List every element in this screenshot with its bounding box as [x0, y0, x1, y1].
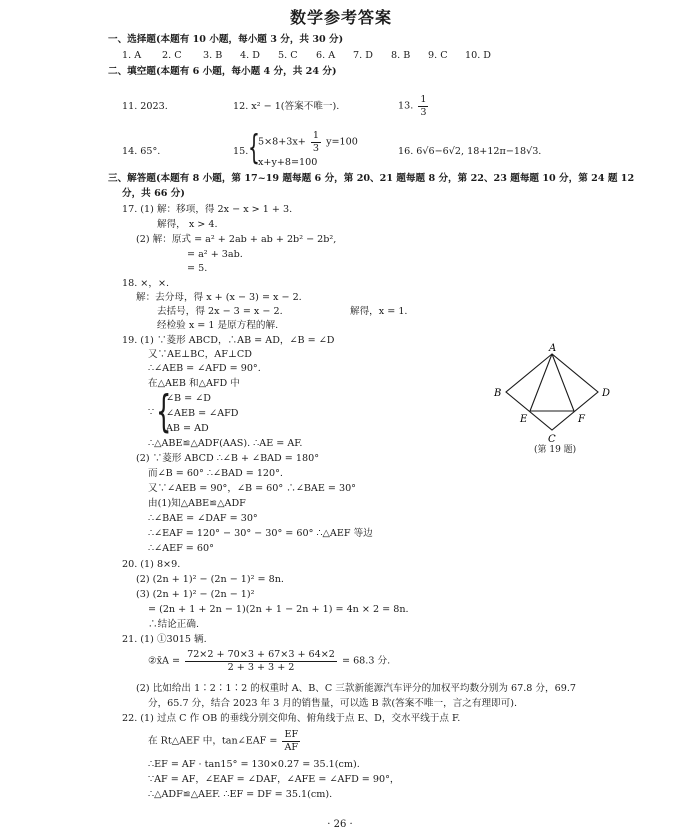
fraction-numerator: EF — [284, 729, 299, 740]
fill-answer-12: 12. x² − 1(答案不唯一). — [233, 101, 340, 112]
choice-answer: 10. D — [465, 50, 491, 61]
fraction — [418, 95, 428, 117]
q17-line: 17. (1) 解：移项，得 2x − x > 1 + 3. — [122, 204, 293, 215]
eq1-prefix: 5×8+3x+ — [258, 136, 306, 148]
q19-line: ∴∠EAF = 120° − 30° − 30° = 60° ∴△AEF 等边 — [148, 528, 373, 539]
q17-line: = 5. — [187, 263, 208, 274]
q19-line: (2) ∵菱形 ABCD ∴∠B + ∠BAD = 180° — [136, 453, 319, 464]
fraction-denominator: 3 — [420, 106, 427, 118]
q19-line: 而∠B = 60° ∴∠BAD = 120°. — [148, 468, 283, 479]
point-label-e: E — [520, 414, 528, 425]
fraction — [311, 131, 321, 153]
q20-line: (3) (2n + 1)² − (2n − 1)² — [136, 589, 255, 600]
section-3-heading-cont: 分，共 66 分) — [122, 188, 185, 199]
fill-answer-13-label: 13. — [398, 100, 414, 112]
q19-line: 又∵AE⊥BC，AF⊥CD — [148, 349, 252, 360]
q19-line: 由(1)知△ABE≌△ADF — [148, 498, 246, 509]
eq1-suffix: y=100 — [326, 136, 358, 148]
page-title: 数学参考答案 — [290, 8, 393, 27]
point-label-b: B — [494, 388, 502, 399]
q18-line: 解得，x = 1. — [350, 306, 408, 317]
q22-line: ∴△ADF≌△AEF. ∴EF = DF = 35.1(cm). — [148, 789, 333, 800]
q20-line: 20. (1) 8×9. — [122, 559, 181, 570]
fill-answer-15-label: 15. — [233, 146, 249, 157]
fill-answer-14: 14. 65°. — [122, 146, 161, 157]
section-1-heading: 一、选择题(本题有 10 小题，每小题 3 分，共 30 分) — [108, 34, 344, 45]
choice-answer: 2. C — [162, 50, 182, 61]
choice-answer: 9. C — [428, 50, 448, 61]
q18-line: 18. ×，×. — [122, 278, 170, 289]
fraction — [282, 730, 300, 752]
choice-answer: 6. A — [316, 50, 336, 61]
fill-answer-15-eq2: x+y+8=100 — [258, 157, 318, 168]
q22-line: 22. (1) 过点 C 作 OB 的垂线分别交仰角、俯角线于点 E、D，交水平线于点 F. — [122, 713, 461, 724]
choice-answer: 3. B — [203, 50, 223, 61]
fill-answer-15-eq1 — [258, 131, 358, 153]
figure-caption: (第 19 题) — [534, 445, 577, 455]
system-brace: { — [156, 386, 172, 437]
choice-answer: 4. D — [240, 50, 260, 61]
point-label-a: A — [549, 343, 557, 354]
q19-line: ∴∠AEF = 60° — [148, 543, 214, 554]
q19-system-line: AB = AD — [166, 423, 209, 434]
q19-line: ∴△ABE≌△ADF(AAS). ∴AE = AF. — [148, 438, 303, 449]
q17-line: (2) 解：原式 = a² + 2ab + ab + 2b² − 2b², — [136, 234, 337, 245]
q17-line: = a² + 3ab. — [187, 249, 243, 260]
fraction-numerator: 72×2 + 70×3 + 67×3 + 64×2 — [187, 649, 335, 660]
point-label-c: C — [548, 434, 556, 445]
choice-answer: 7. D — [353, 50, 373, 61]
q21-line: (2) 比如给出 1∶2∶1∶2 的权重时 A、B、C 三款新能源汽车评分的加权平均数分别为 67.8 分，69.7 — [136, 683, 576, 694]
q20-line: ∴结论正确. — [148, 619, 200, 630]
q21-weighted-mean — [148, 650, 390, 672]
q19-system-line: ∠AEB = ∠AFD — [166, 408, 239, 419]
q22-line: ∴EF = AF · tan15° = 130×0.27 = 35.1(cm). — [148, 759, 360, 770]
q19-system-line: ∠B = ∠D — [166, 393, 211, 404]
q21-line: 21. (1) ①3015 辆. — [122, 634, 207, 645]
q19-line: 又∵∠AEB = 90°，∠B = 60° ∴∠BAE = 30° — [148, 483, 356, 494]
fill-answer-13 — [398, 95, 430, 117]
equation-brace: { — [248, 128, 260, 168]
fraction-denominator: AF — [284, 741, 299, 753]
q18-line: 经检验 x = 1 是原方程的解. — [157, 320, 279, 331]
section-2-heading: 二、填空题(本题有 6 小题，每小题 4 分，共 24 分) — [108, 66, 337, 77]
fraction-numerator: 1 — [312, 130, 320, 141]
q19-line: 在△AEB 和△AFD 中 — [148, 378, 240, 389]
point-label-d: D — [602, 388, 611, 399]
mean-result: = 68.3 分. — [341, 655, 391, 667]
q20-line: = (2n + 1 + 2n − 1)(2n + 1 − 2n + 1) = 4n × 2 = 8n. — [148, 604, 409, 615]
q19-line: ∴∠BAE = ∠DAF = 30° — [148, 513, 258, 524]
fill-answer-11: 11. 2023. — [122, 101, 168, 112]
because-symbol: ∵ — [148, 407, 155, 418]
q19-line: 19. (1) ∵菱形 ABCD，∴AB = AD，∠B = ∠D — [122, 335, 335, 346]
q21-line: 分，65.7 分，结合 2023 年 3 月的销售量，可以选 B 款(答案不唯一，言之有理即可). — [148, 698, 518, 709]
fraction-numerator: 1 — [420, 94, 427, 105]
section-3-heading: 三、解答题(本题有 8 小题，第 17~19 题每题 6 分，第 20、21 题每题 8 分，第 22、23 题每题 10 分，第 24 题 12 — [108, 173, 635, 184]
fraction-denominator: 2 + 3 + 3 + 2 — [227, 661, 295, 673]
fraction-denominator: 3 — [312, 142, 320, 154]
q22-tan-line — [148, 730, 302, 752]
q18-line: 去括号，得 2x − 3 = x − 2. — [157, 306, 283, 317]
choice-answer: 8. B — [391, 50, 411, 61]
q20-line: (2) (2n + 1)² − (2n − 1)² = 8n. — [136, 574, 284, 585]
choice-answer: 5. C — [278, 50, 298, 61]
q22-line: ∵AF = AF，∠EAF = ∠DAF，∠AFE = ∠AFD = 90°， — [148, 774, 400, 785]
choice-answer: 1. A — [122, 50, 142, 61]
point-label-f: F — [578, 414, 585, 425]
fill-answer-16: 16. 6√6−6√2, 18+12π−18√3. — [398, 146, 542, 157]
q19-line: ∴∠AEB = ∠AFD = 90°. — [148, 363, 261, 374]
q17-line: 解得， x > 4. — [157, 219, 218, 230]
tan-prefix: 在 Rt△AEF 中，tan∠EAF = — [148, 735, 278, 747]
rhombus-figure — [486, 342, 626, 452]
mean-prefix: ②x̄A = — [148, 655, 181, 667]
q18-line: 解：去分母，得 x + (x − 3) = x − 2. — [136, 292, 302, 303]
page-number: · 26 · — [327, 819, 353, 830]
fraction — [185, 650, 337, 672]
